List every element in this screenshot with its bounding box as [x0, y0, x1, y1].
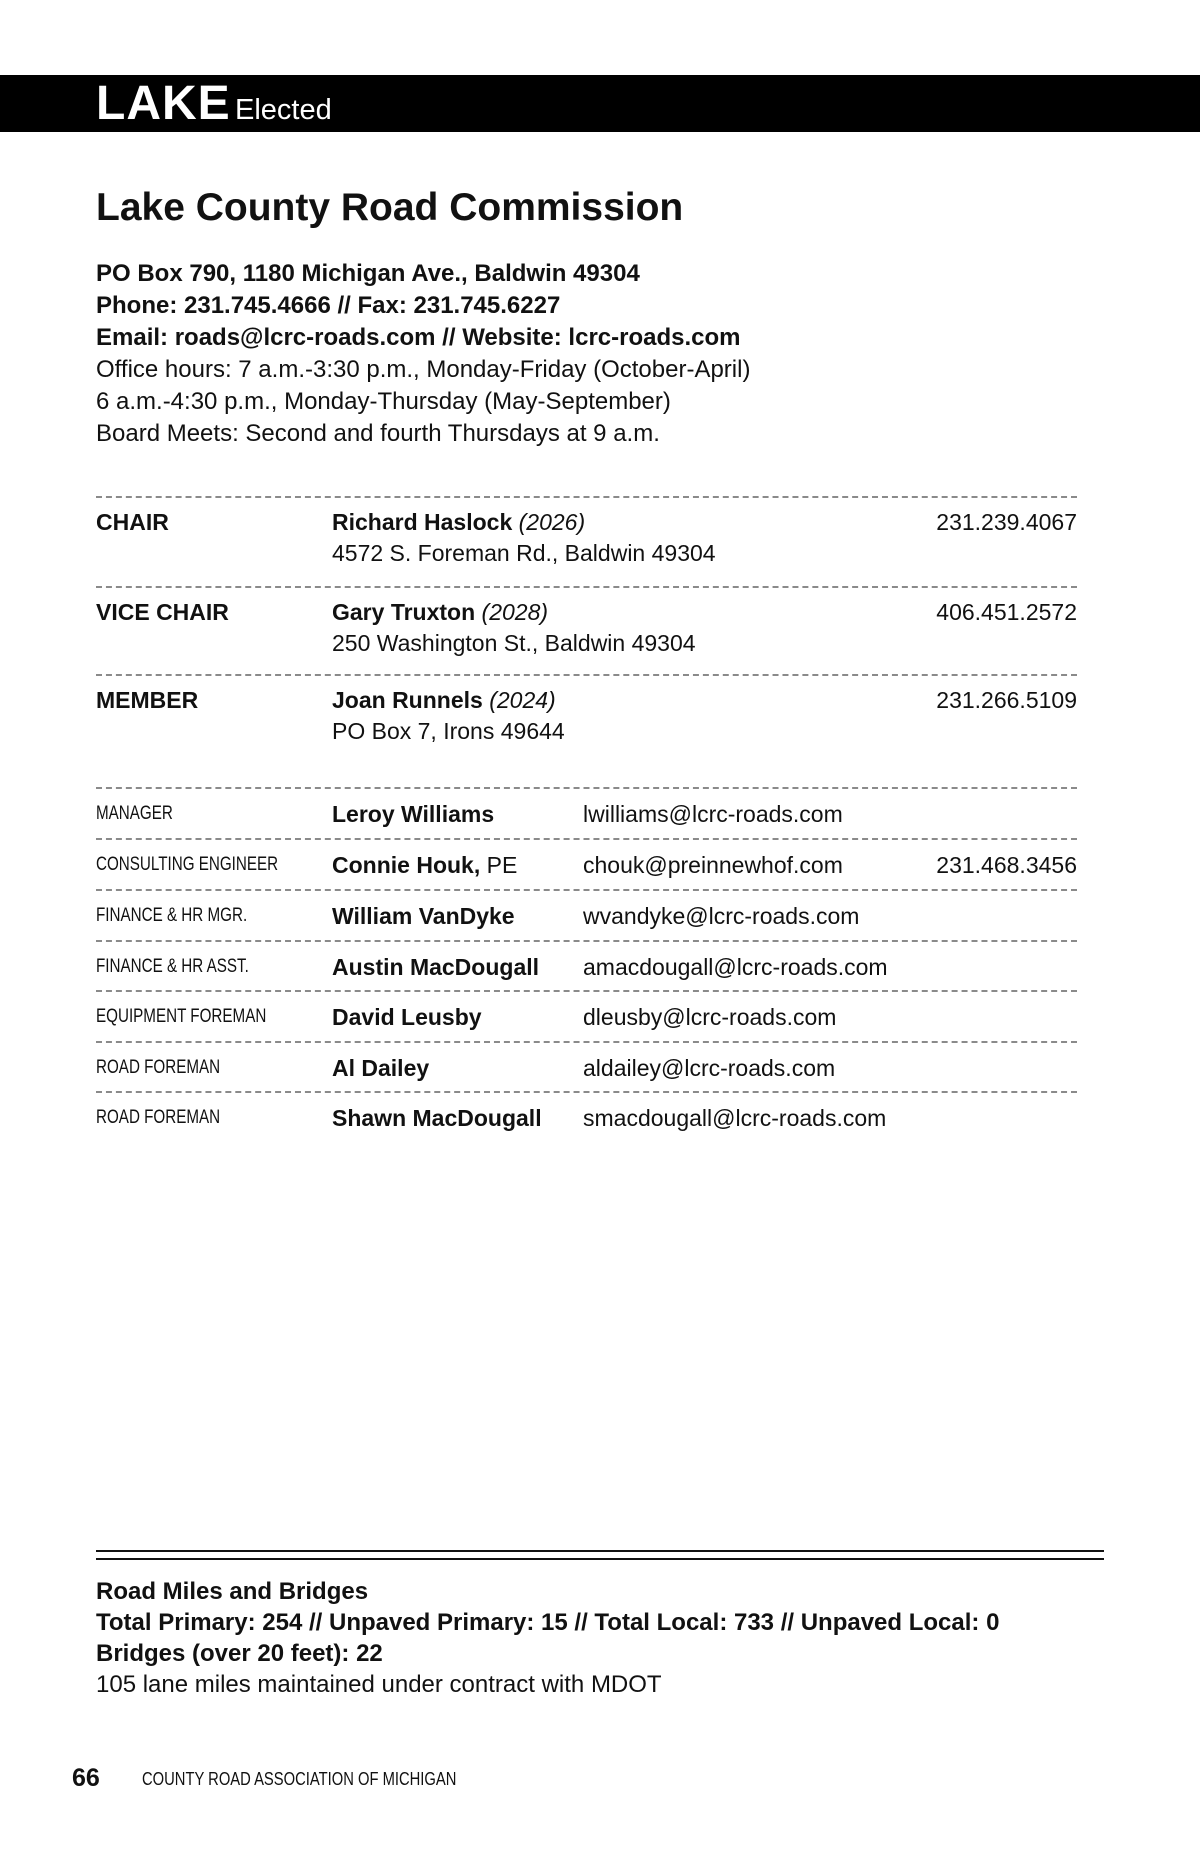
staff-email[interactable]: wvandyke@lcrc-roads.com [583, 903, 860, 929]
staff-name-bold: David Leusby [332, 1004, 482, 1030]
divider [96, 496, 1077, 498]
member-name: Richard Haslock [332, 509, 513, 535]
agency-phone-fax: Phone: 231.745.4666 // Fax: 231.745.6227 [96, 292, 561, 319]
staff-row [96, 942, 1077, 992]
agency-title: Lake County Road Commission [96, 186, 684, 229]
board-member-phone: 406.451.2572 [936, 599, 1077, 625]
staff-name [332, 798, 494, 830]
staff-name [332, 951, 539, 983]
term-year: (2028) [481, 599, 549, 625]
staff-row [96, 840, 1077, 890]
staff-email[interactable]: amacdougall@lcrc-roads.com [583, 954, 888, 980]
staff-name [332, 1102, 542, 1134]
commission-type: Elected [235, 94, 332, 126]
board-meeting-schedule: Board Meets: Second and fourth Thursdays at 9 a.m. [96, 420, 660, 447]
staff-name [332, 900, 515, 932]
road-stats [96, 1576, 1136, 1700]
staff-role: EQUIPMENT FOREMAN [96, 1006, 267, 1027]
staff-phone: 231.468.3456 [936, 852, 1077, 878]
member-name: Joan Runnels [332, 687, 483, 713]
page-number: 66 [72, 1764, 100, 1792]
board-role: CHAIR [96, 509, 169, 535]
staff-row [96, 992, 1077, 1042]
staff-name-bold: Austin MacDougall [332, 954, 540, 980]
road-stats-heading: Road Miles and Bridges [96, 1578, 369, 1605]
staff-name-bold: Shawn MacDougall [332, 1105, 542, 1131]
board-member-address: 250 Washington St., Baldwin 49304 [332, 630, 696, 656]
board-role: VICE CHAIR [96, 599, 229, 625]
board-member-address: PO Box 7, Irons 49644 [332, 718, 565, 744]
staff-row [96, 1093, 1077, 1143]
staff-row [96, 891, 1077, 941]
divider [96, 586, 1077, 588]
staff-role: ROAD FOREMAN [96, 1057, 221, 1078]
office-hours-summer: 6 a.m.-4:30 p.m., Monday-Thursday (May-September) [96, 388, 671, 415]
county-name: LAKE [96, 77, 231, 130]
staff-email[interactable]: lwilliams@lcrc-roads.com [583, 801, 843, 827]
board-row [96, 596, 1077, 666]
board-row [96, 684, 1077, 754]
staff-email[interactable]: smacdougall@lcrc-roads.com [583, 1105, 887, 1131]
staff-name-bold: Al Dailey [332, 1055, 430, 1081]
staff-name-bold: Leroy Williams [332, 801, 495, 827]
board-row [96, 506, 1077, 576]
county-banner [0, 75, 1200, 132]
bridge-count: Bridges (over 20 feet): 22 [96, 1640, 383, 1667]
staff-role: MANAGER [96, 803, 173, 824]
staff-role: ROAD FOREMAN [96, 1107, 221, 1128]
staff-role: FINANCE & HR MGR. [96, 905, 248, 926]
publisher-name: COUNTY ROAD ASSOCIATION OF MICHIGAN [142, 1769, 457, 1789]
staff-email[interactable]: chouk@preinnewhof.com [583, 852, 843, 878]
term-year: (2026) [518, 509, 586, 535]
agency-contact-block [96, 258, 1106, 450]
board-member-name [332, 684, 556, 716]
board-member-phone: 231.266.5109 [936, 687, 1077, 713]
member-name: Gary Truxton [332, 599, 476, 625]
staff-email[interactable]: aldailey@lcrc-roads.com [583, 1055, 836, 1081]
staff-email[interactable]: dleusby@lcrc-roads.com [583, 1004, 837, 1030]
road-miles: Total Primary: 254 // Unpaved Primary: 15 // Total Local: 733 // Unpaved Local: 0 [96, 1609, 1000, 1636]
board-role: MEMBER [96, 687, 199, 713]
staff-name [332, 1052, 429, 1084]
office-hours-winter: Office hours: 7 a.m.-3:30 p.m., Monday-Friday (October-April) [96, 356, 751, 383]
agency-email-website: Email: roads@lcrc-roads.com // Website: lcrc-roads.com [96, 324, 741, 351]
staff-name [332, 1001, 482, 1033]
divider [96, 674, 1077, 676]
mdot-contract-miles: 105 lane miles maintained under contract with MDOT [96, 1671, 662, 1698]
section-rule [96, 1550, 1104, 1552]
staff-role: CONSULTING ENGINEER [96, 854, 279, 875]
staff-role: FINANCE & HR ASST. [96, 956, 249, 977]
staff-name [332, 849, 517, 881]
staff-name-bold: William VanDyke [332, 903, 515, 929]
board-member-address: 4572 S. Foreman Rd., Baldwin 49304 [332, 540, 716, 566]
staff-suffix: PE [480, 852, 518, 878]
agency-address: PO Box 790, 1180 Michigan Ave., Baldwin 49304 [96, 260, 640, 287]
board-member-name [332, 506, 585, 538]
term-year: (2024) [489, 687, 556, 713]
section-rule [96, 1558, 1104, 1560]
staff-name-bold: Connie Houk, [332, 852, 481, 878]
staff-row [96, 789, 1077, 839]
board-member-name [332, 596, 548, 628]
board-member-phone: 231.239.4067 [936, 509, 1077, 535]
staff-row [96, 1043, 1077, 1093]
